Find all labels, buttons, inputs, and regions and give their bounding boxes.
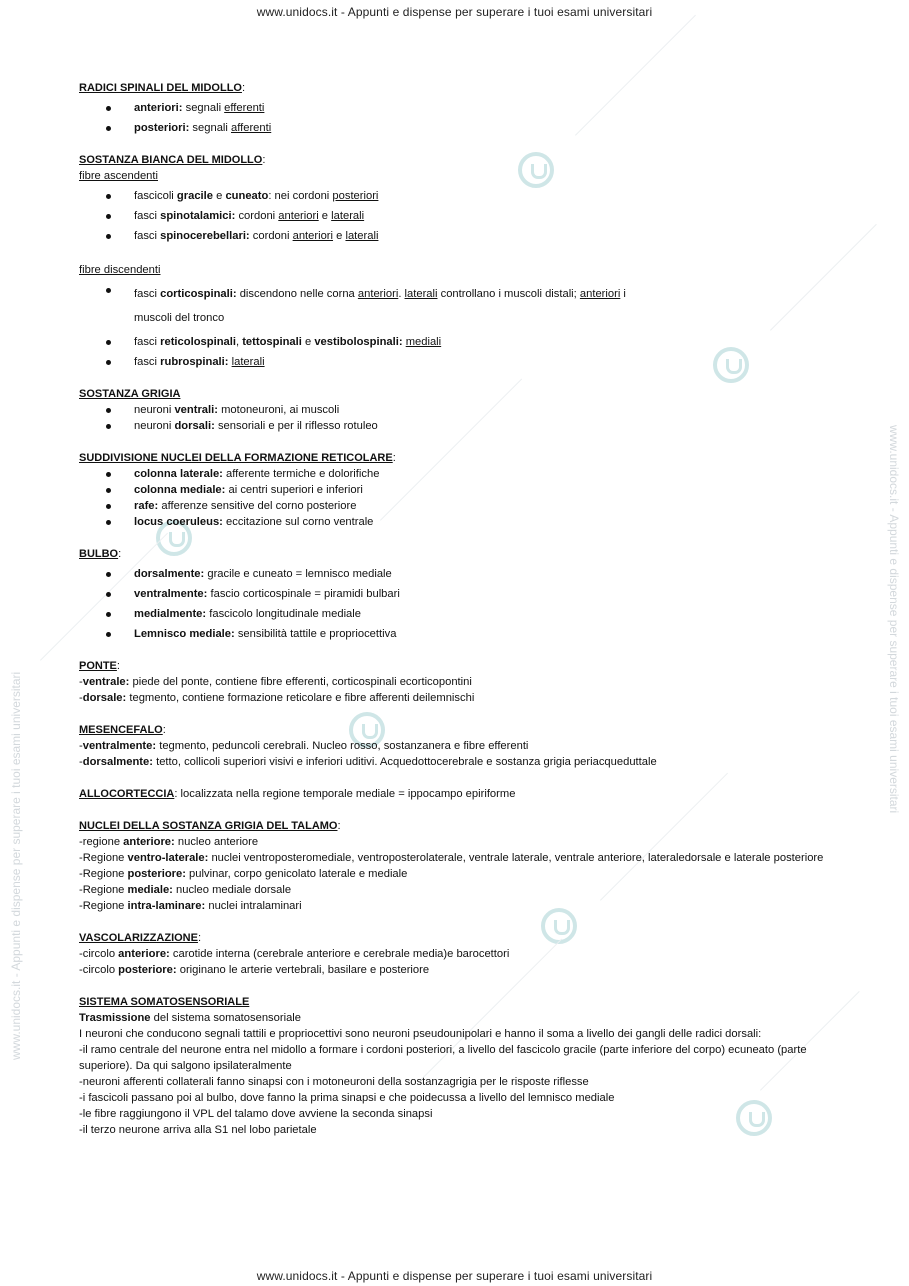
- list-item: posteriori: segnali afferenti: [79, 120, 839, 136]
- list-item: fasci spinotalamici: cordoni anteriori e laterali: [79, 208, 839, 224]
- list-item: colonna laterale: afferente termiche e dolorifiche: [79, 466, 839, 482]
- text-line: -dorsalmente: tetto, collicoli superiori visivi e inferiori uditivi. Acquedottocerebrale e sostanza grigia periacqueduttale: [79, 756, 657, 768]
- section-heading: ALLOCORTECCIA: [79, 788, 175, 800]
- text-line: -Regione posteriore: pulvinar, corpo genicolato laterale e mediale: [79, 868, 408, 880]
- watermark-banner-bottom: www.unidocs.it - Appunti e dispense per superare i tuoi esami universitari: [256, 1269, 653, 1283]
- list-item: neuroni dorsali: sensoriali e per il riflesso rotuleo: [79, 418, 839, 434]
- watermark-banner-top: www.unidocs.it - Appunti e dispense per superare i tuoi esami universitari: [256, 5, 653, 19]
- list-item: fasci reticolospinali, tettospinali e vestibolospinali: mediali: [79, 334, 839, 350]
- text-line: -il terzo neurone arriva alla S1 nel lobo parietale: [79, 1124, 317, 1136]
- section-heading: SOSTANZA BIANCA DEL MIDOLLO: [79, 154, 263, 166]
- watermark-side-left: www.unidocs.it - Appunti e dispense per superare i tuoi esami universitari: [9, 671, 23, 1060]
- section-heading: SISTEMA SOMATOSENSORIALE: [79, 996, 250, 1008]
- section-vascolarizzazione: VASCOLARIZZAZIONE: -circolo anteriore: carotide interna (cerebrale anteriore e cerebrale media)e barocettori -circolo posteriore: originano le arterie vertebrali, basilare e posteriore: [79, 930, 839, 978]
- subheading: fibre discendenti: [79, 264, 161, 276]
- list-item: fasci rubrospinali: laterali: [79, 354, 839, 370]
- section-heading: NUCLEI DELLA SOSTANZA GRIGIA DEL TALAMO: [79, 820, 338, 832]
- section-bulbo: BULBO: dorsalmente: gracile e cuneato = lemnisco mediale ventralmente: fascio corticospinale = piramidi bulbari medialmente: fascicolo longitudinale mediale Lemnisco mediale: sensibilità tattile e propriocettiva: [79, 546, 839, 642]
- list-item: colonna mediale: ai centri superiori e inferiori: [79, 482, 839, 498]
- list-item: medialmente: fascicolo longitudinale mediale: [79, 606, 839, 622]
- section-heading: BULBO: [79, 548, 119, 560]
- section-talamo: NUCLEI DELLA SOSTANZA GRIGIA DEL TALAMO: -regione anteriore: nucleo anteriore -Regione ventro-laterale: nuclei ventroposteromediale, ventroposterolaterale, ventrale laterale, ventrale anteriore, lateraledorsale e laterale posteriore -Regione posteriore: pulvinar, corpo genicolato laterale e mediale -Regione mediale: nucleo mediale dorsale -Regione intra-laminare: nuclei intralaminari: [79, 818, 839, 914]
- text-line: -regione anteriore: nucleo anteriore: [79, 836, 259, 848]
- text-line: -Regione ventro-laterale: nuclei ventroposteromediale, ventroposterolaterale, ventrale laterale, ventrale anteriore, lateraledorsale e laterale posteriore: [79, 852, 824, 864]
- section-heading: VASCOLARIZZAZIONE: [79, 932, 198, 944]
- subheading: fibre ascendenti: [79, 170, 158, 182]
- section-heading: MESENCEFALO: [79, 724, 163, 736]
- section-heading: SOSTANZA GRIGIA: [79, 388, 181, 400]
- text-line: I neuroni che conducono segnali tattili e propriocettivi sono neuroni pseudounipolari e hanno il soma a livello dei gangli delle radici dorsali:: [79, 1028, 762, 1040]
- section-heading: SUDDIVISIONE NUCLEI DELLA FORMAZIONE RETICOLARE: [79, 452, 393, 464]
- list-item: locus coeruleus: eccitazione sul corno ventrale: [79, 514, 839, 530]
- text-line: -le fibre raggiungono il VPL del talamo dove avviene la seconda sinapsi: [79, 1108, 433, 1120]
- text-line: Trasmissione del sistema somatosensoriale: [79, 1012, 301, 1024]
- list-item: Lemnisco mediale: sensibilità tattile e propriocettiva: [79, 626, 839, 642]
- text-line: -ventralmente: tegmento, peduncoli cerebrali. Nucleo rosso, sostanzanera e fibre efferenti: [79, 740, 529, 752]
- section-ponte: PONTE: -ventrale: piede del ponte, contiene fibre efferenti, corticospinali ecorticopontini -dorsale: tegmento, contiene formazione reticolare e fibre afferenti deilemnischi: [79, 658, 839, 706]
- list-item: ventralmente: fascio corticospinale = piramidi bulbari: [79, 586, 839, 602]
- section-heading: PONTE: [79, 660, 117, 672]
- section-sostanza-grigia: [79, 386, 839, 434]
- section-mesencefalo: MESENCEFALO: -ventralmente: tegmento, peduncoli cerebrali. Nucleo rosso, sostanzanera e fibre efferenti -dorsalmente: tetto, collicoli superiori visivi e inferiori uditivi. Acquedottocerebrale e sostanza grigia periacqueduttale: [79, 722, 839, 770]
- section-sistema-somatosensoriale: [79, 994, 839, 1138]
- list-item: anteriori: segnali efferenti: [79, 100, 839, 116]
- section-formazione-reticolare: SUDDIVISIONE NUCLEI DELLA FORMAZIONE RETICOLARE: colonna laterale: afferente termiche e dolorifiche colonna mediale: ai centri superiori e inferiori rafe: afferenze sensitive del corno posteriore locus coeruleus: eccitazione sul corno ventrale: [79, 450, 839, 530]
- section-heading: RADICI SPINALI DEL MIDOLLO: [79, 82, 242, 94]
- list-item: dorsalmente: gracile e cuneato = lemnisco mediale: [79, 566, 839, 582]
- text-line: -neuroni afferenti collaterali fanno sinapsi con i motoneuroni della sostanzagrigia per le risposte riflesse: [79, 1076, 589, 1088]
- watermark-side-right: www.unidocs.it - Appunti e dispense per superare i tuoi esami universitari: [887, 425, 901, 814]
- list-item: fasci spinocerebellari: cordoni anteriori e laterali: [79, 228, 839, 244]
- list-item: rafe: afferenze sensitive del corno posteriore: [79, 498, 839, 514]
- text-line: -ventrale: piede del ponte, contiene fibre efferenti, corticospinali ecorticopontini: [79, 676, 472, 688]
- text-line: -il ramo centrale del neurone entra nel midollo a formare i cordoni posteriori, a livello del fascicolo gracile (parte inferiore del corpo) ecuneato (parte superiore). Da qui salgono ipsilateralmente: [79, 1044, 807, 1072]
- list-item: fasci corticospinali: discendono nelle corna anteriori. laterali controllano i muscoli distali; anteriori i muscoli del tronco: [79, 282, 839, 330]
- section-allocorteccia: ALLOCORTECCIA: localizzata nella regione temporale mediale = ippocampo epiriforme: [79, 788, 516, 800]
- text-line: -circolo posteriore: originano le arterie vertebrali, basilare e posteriore: [79, 964, 430, 976]
- text-line: -Regione mediale: nucleo mediale dorsale: [79, 884, 292, 896]
- text-line: -Regione intra-laminare: nuclei intralaminari: [79, 900, 302, 912]
- text-line: -dorsale: tegmento, contiene formazione reticolare e fibre afferenti deilemnischi: [79, 692, 475, 704]
- document-content: [79, 80, 839, 1154]
- list-item: fascicoli gracile e cuneato: nei cordoni posteriori: [79, 188, 839, 204]
- list-item: neuroni ventrali: motoneuroni, ai muscoli: [79, 402, 839, 418]
- text-line: -i fascicoli passano poi al bulbo, dove fanno la prima sinapsi e che poidecussa a livello del lemnisco mediale: [79, 1092, 615, 1104]
- text-line: -circolo anteriore: carotide interna (cerebrale anteriore e cerebrale media)e barocettori: [79, 948, 510, 960]
- section-radici-spinali: RADICI SPINALI DEL MIDOLLO: anteriori: segnali efferenti posteriori: segnali afferenti: [79, 80, 839, 136]
- section-sostanza-bianca: SOSTANZA BIANCA DEL MIDOLLO: fibre ascendenti fascicoli gracile e cuneato: nei cordoni posteriori fasci spinotalamici: cordoni anteriori e laterali fasci spinocerebellari: cordoni anteriori e laterali fibre discendenti fasci corticospinali: discendono nelle corna anteriori. laterali controllano i muscoli distali; anteriori i muscoli del tronco fasci reticolospinali, tettospinali e vestibolospinali: mediali fasci rubrospinali: laterali: [79, 152, 839, 370]
